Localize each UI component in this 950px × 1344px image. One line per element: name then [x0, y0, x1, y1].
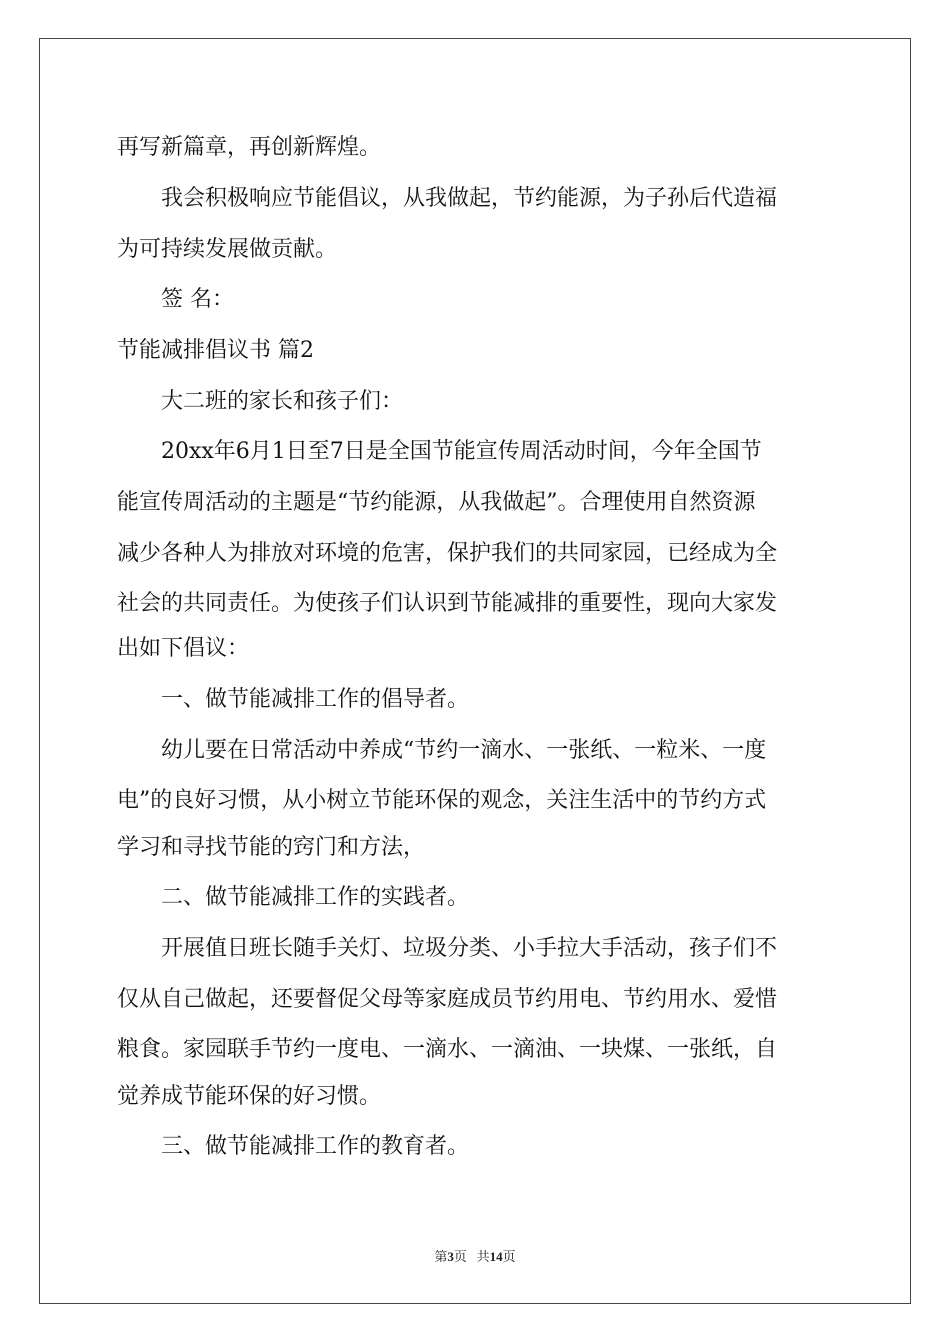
total-pages: 14: [489, 1249, 503, 1264]
text-line: 仅从自己做起，还要督促父母等家庭成员节约用电、节约用水、爱惜: [117, 987, 778, 1012]
page-number: 3: [447, 1249, 454, 1264]
text-line: 电”的良好习惯，从小树立节能环保的观念，关注生活中的节约方式: [117, 788, 767, 813]
text-line: 开展值日班长随手关灯、垃圾分类、小手拉大手活动，孩子们不: [161, 936, 778, 961]
text-line: 学习和寻找节能的窍门和方法，: [117, 835, 426, 860]
text-line: 20xx年6月1日至7日是全国节能宣传周活动时间，今年全国节: [161, 439, 762, 464]
page-suffix: 页: [453, 1249, 467, 1264]
text-line: 为可持续发展做贡献。: [117, 237, 338, 262]
page-prefix: 第: [434, 1249, 448, 1264]
text-line: 粮食。家园联手节约一度电、一滴水、一滴油、一块煤、一张纸，自: [117, 1037, 778, 1062]
text-line: 社会的共同责任。为使孩子们认识到节能减排的重要性，现向大家发: [117, 591, 778, 616]
point-heading: 二、做节能减排工作的实践者。: [161, 885, 470, 910]
text-line: 我会积极响应节能倡议，从我做起，节约能源，为子孙后代造福: [161, 186, 778, 211]
page-footer: [0, 1246, 950, 1265]
point-heading: 一、做节能减排工作的倡导者。: [161, 687, 470, 712]
text-line: 再写新篇章，再创新辉煌。: [117, 135, 382, 160]
page-border: [39, 38, 911, 1304]
section-heading: 节能减排倡议书 篇2: [117, 338, 314, 363]
text-line: 觉养成节能环保的好习惯。: [117, 1084, 382, 1109]
total-prefix: 共: [476, 1249, 490, 1264]
text-line: 幼儿要在日常活动中养成“节约一滴水、一张纸、一粒米、一度: [161, 738, 767, 763]
signature-label: 签 名：: [161, 287, 234, 312]
text-line: 出如下倡议：: [117, 636, 250, 661]
point-heading: 三、做节能减排工作的教育者。: [161, 1134, 470, 1159]
text-line: 能宣传周活动的主题是“节约能源，从我做起”。合理使用自然资源: [117, 490, 756, 515]
text-line: 减少各种人为排放对环境的危害，保护我们的共同家园，已经成为全: [117, 541, 778, 566]
salutation: 大二班的家长和孩子们：: [161, 389, 404, 414]
total-suffix: 页: [502, 1249, 516, 1264]
